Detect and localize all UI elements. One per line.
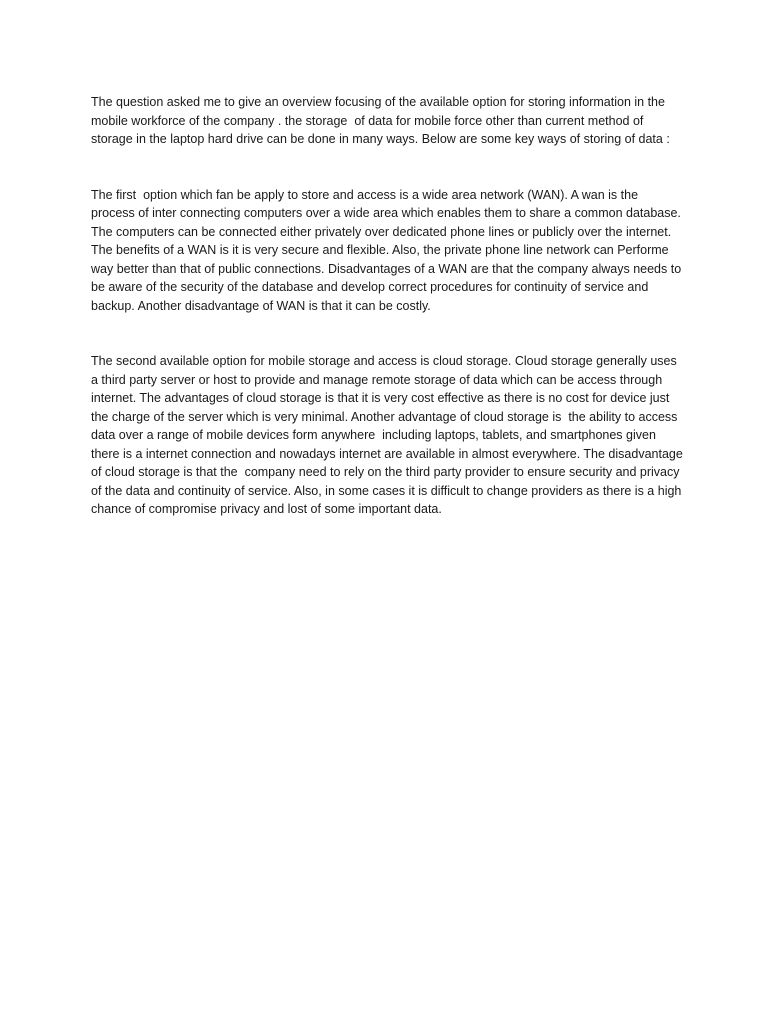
paragraph-intro: The question asked me to give an overview focusing of the available option for storing information in the mobile workforce of the company . the storage of data for mobile force other than current method of storage in the laptop hard drive can be done in many ways. Below are some key ways of storing of data : [91,95,670,146]
paragraph-wan: The first option which fan be apply to store and access is a wide area network (WAN). A wan is the process of inter connecting computers over a wide area which enables them to share a common database. The computers can be connected either privately over dedicated phone lines or publicly over the internet. The benefits of a WAN is it is very secure and flexible. Also, the private phone line network can Performe way better than that of public connections. Disadvantages of a WAN are that the company always needs to be aware of the security of the database and develop correct procedures for continuity of service and backup. Another disadvantage of WAN is that it can be costly. [91,187,685,313]
paragraph-cloud-storage: The second available option for mobile storage and access is cloud storage. Cloud storage generally uses a third party server or host to provide and manage remote storage of data which can be access through internet. The advantages of cloud storage is that it is very cost effective as there is no cost for device just the charge of the server which is very minimal. Another advantage of cloud storage is the ability to access data over a range of mobile devices form anywhere including laptops, tablets, and smartphones given there is a internet connection and nowadays internet are available in almost everywhere. The disadvantage of cloud storage is that the company need to rely on the third party provider to ensure security and privacy of the data and continuity of service. Also, in some cases it is difficult to change providers as there is a high chance of compromise privacy and lost of some important data. [91,354,687,516]
document-body [91,93,687,519]
